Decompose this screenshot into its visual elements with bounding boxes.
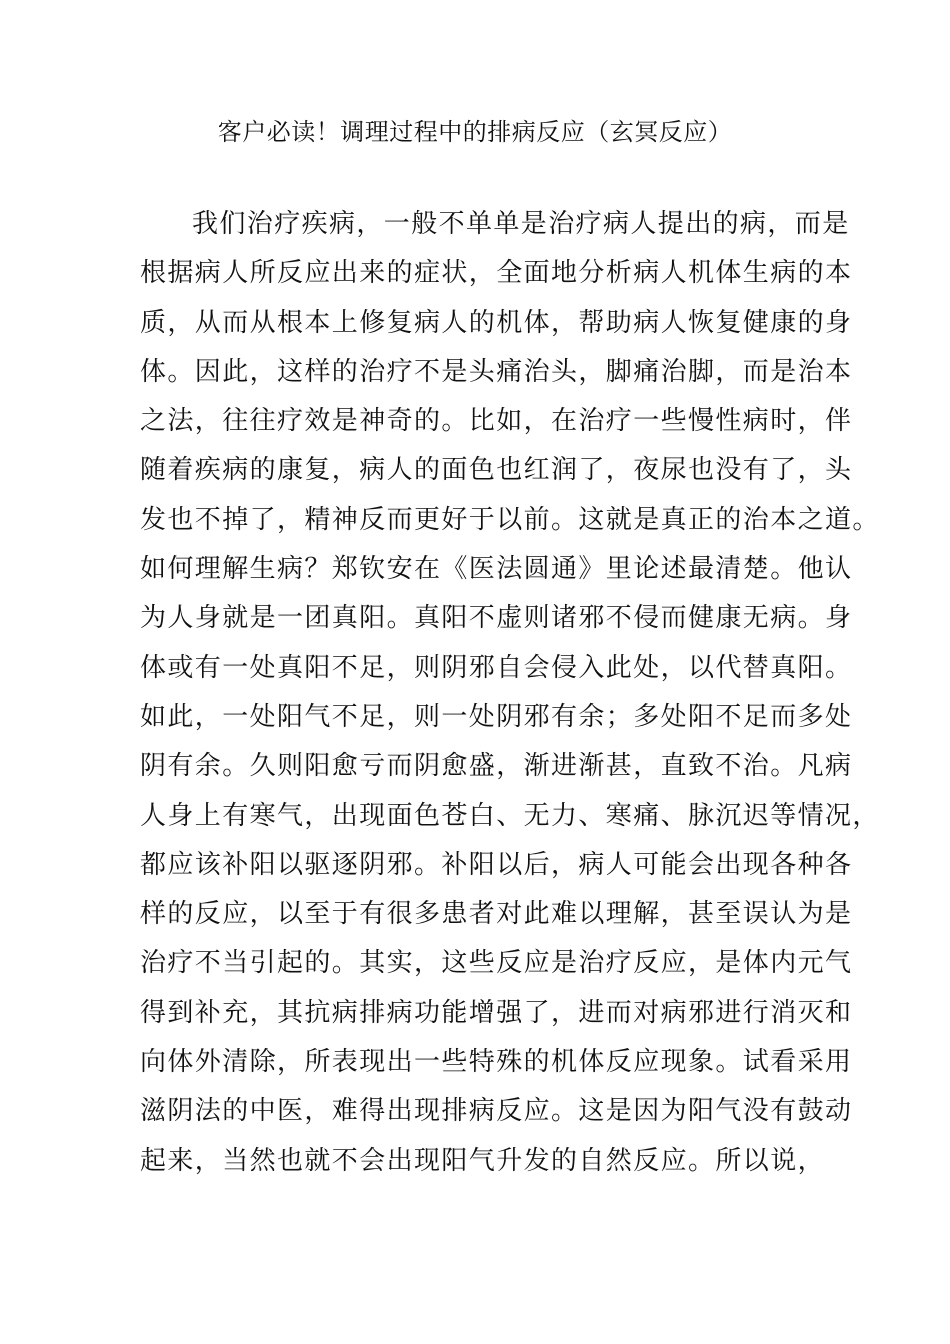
document-body	[140, 200, 880, 1186]
text-line: 发也不掉了，精神反而更好于以前。这就是真正的治本之道。	[140, 504, 880, 535]
text-line: 为人身就是一团真阳。真阳不虚则诸邪不侵而健康无病。身	[140, 603, 853, 634]
text-line: 样的反应，以至于有很多患者对此难以理解，甚至误认为是	[140, 899, 853, 930]
text-line: 人身上有寒气，出现面色苍白、无力、寒痛、脉沉迟等情况，	[140, 800, 880, 831]
text-line: 治疗不当引起的。其实，这些反应是治疗反应，是体内元气	[140, 948, 853, 979]
text-line: 体或有一处真阳不足，则阴邪自会侵入此处，以代替真阳。	[140, 652, 853, 683]
text-line: 根据病人所反应出来的症状，全面地分析病人机体生病的本	[140, 258, 853, 289]
text-line: 如何理解生病？郑钦安在《医法圆通》里论述最清楚。他认	[140, 554, 853, 585]
text-line: 体。因此，这样的治疗不是头痛治头，脚痛治脚，而是治本	[140, 356, 853, 387]
text-line: 之法，往往疗效是神奇的。比如，在治疗一些慢性病时，伴	[140, 406, 853, 437]
text-line: 质，从而从根本上修复病人的机体，帮助病人恢复健康的身	[140, 307, 853, 338]
document-title: 客户必读！调理过程中的排病反应（玄冥反应）	[217, 118, 733, 146]
text-line: 阴有余。久则阳愈亏而阴愈盛，渐进渐甚，直致不治。凡病	[140, 751, 853, 782]
text-line: 得到补充，其抗病排病功能增强了，进而对病邪进行消灭和	[140, 997, 853, 1028]
text-line: 随着疾病的康复，病人的面色也红润了，夜尿也没有了，头	[140, 455, 853, 486]
text-line: 我们治疗疾病，一般不单单是治疗病人提出的病，而是	[192, 209, 850, 239]
text-line: 起来，当然也就不会出现阳气升发的自然反应。所以说，	[140, 1145, 826, 1176]
text-line: 如此，一处阳气不足，则一处阴邪有余；多处阳不足而多处	[140, 701, 853, 732]
text-line: 都应该补阳以驱逐阴邪。补阳以后，病人可能会出现各种各	[140, 849, 853, 880]
text-line: 向体外清除，所表现出一些特殊的机体反应现象。试看采用	[140, 1047, 853, 1078]
text-line: 滋阴法的中医，难得出现排病反应。这是因为阳气没有鼓动	[140, 1096, 853, 1127]
